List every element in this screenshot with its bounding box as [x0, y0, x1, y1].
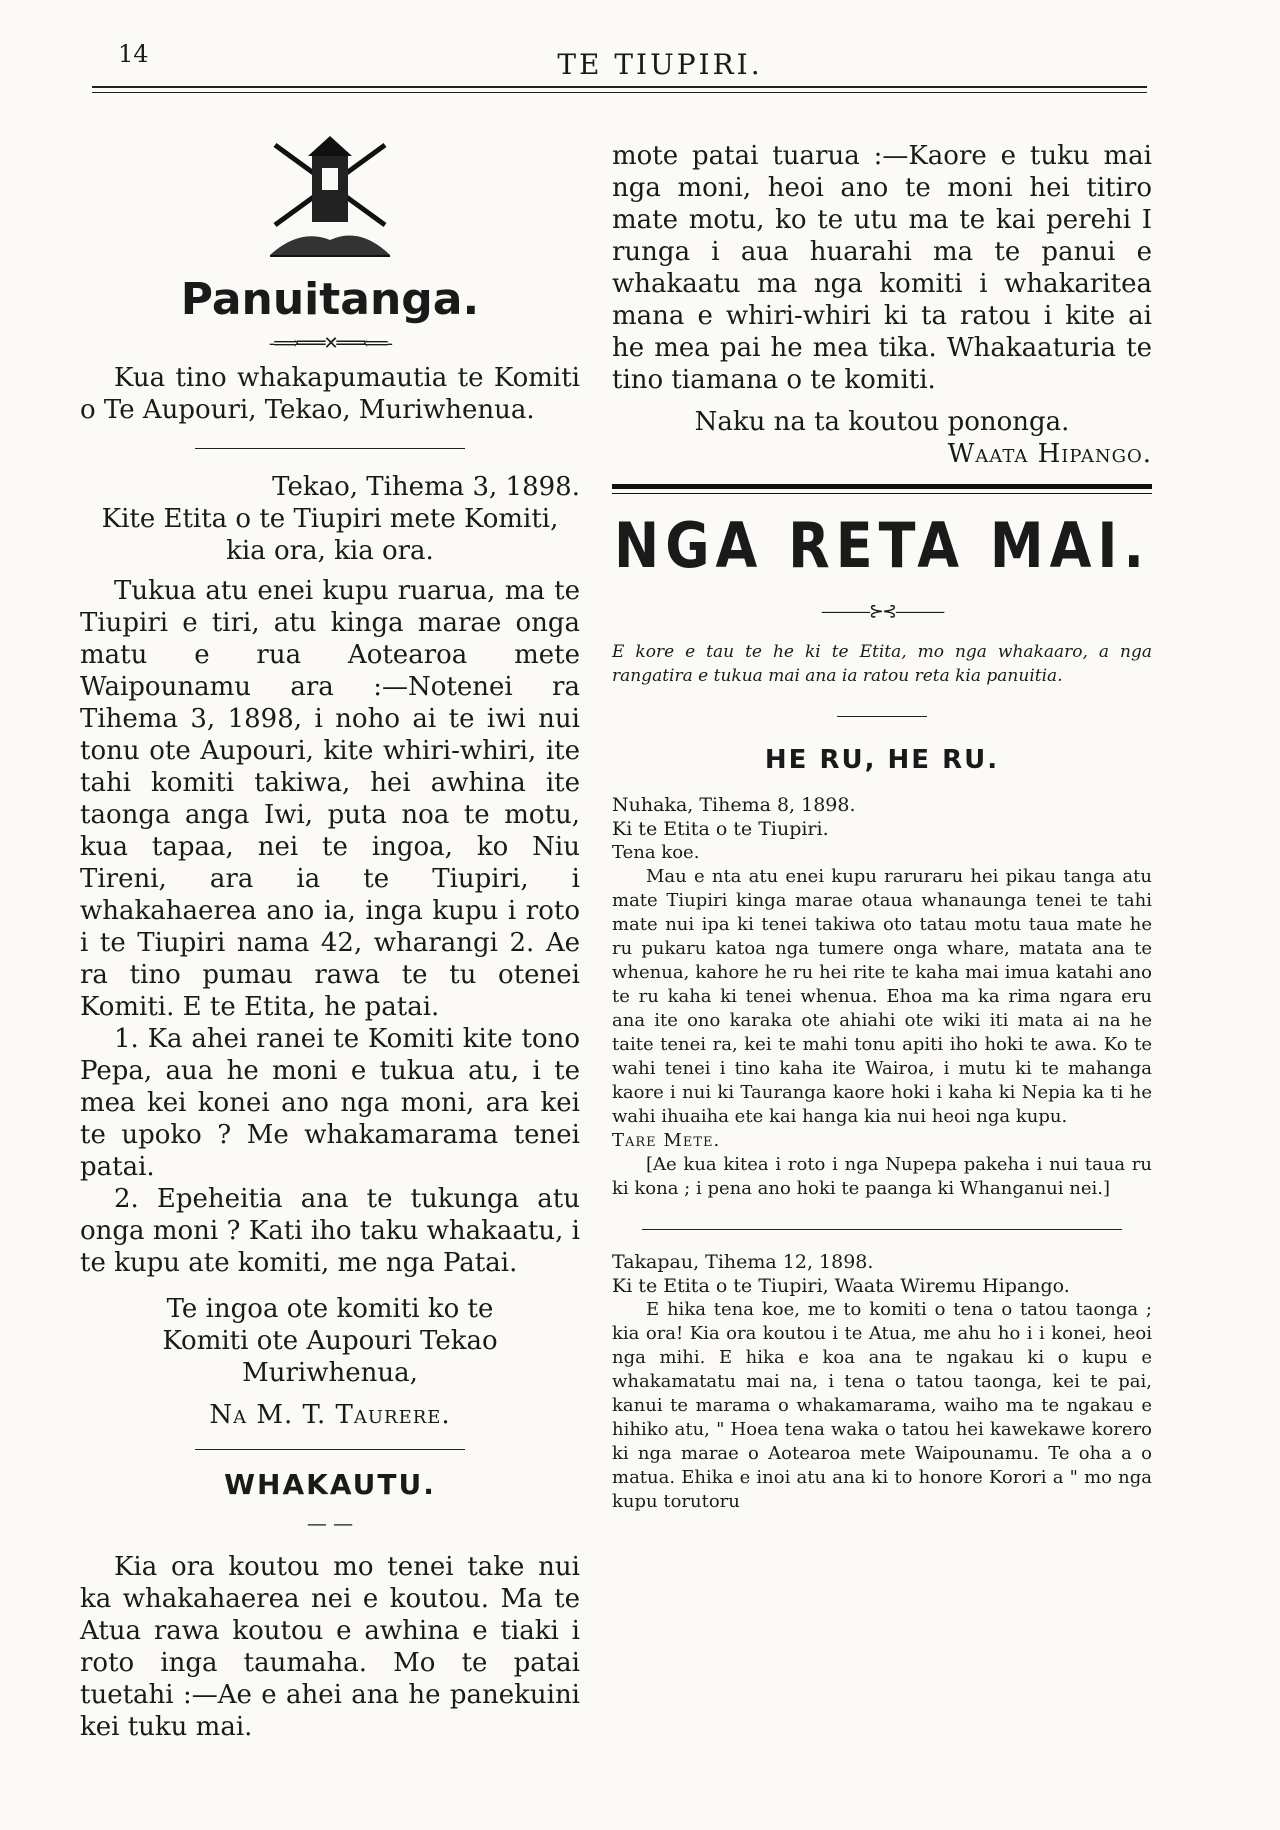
letters-ornament: ———⊱⊰———	[820, 601, 944, 622]
reply-dash: — —	[306, 1511, 354, 1535]
section-rule-thin	[612, 493, 1152, 494]
section-divider-2	[195, 1449, 465, 1450]
section-rule-thick	[612, 484, 1152, 489]
letter1-dateline: Nuhaka, Tihema 8, 1898.	[612, 794, 856, 816]
disclaimer-divider	[837, 716, 927, 717]
letter-greeting: Kite Etita o te Tiupiri mete Komiti,	[101, 504, 559, 534]
letter1-title: HE RU, HE RU.	[764, 745, 1000, 775]
letter-body: Tukua atu enei kupu ruarua, ma te Tiupiri e tiri, atu kinga marae onga matu e rua Aotearoa mete Waipounamu ara :—Notenei ra Tihema 3, 1898, i noho ai te iwi nui tonu ote Aupouri, kite whiri-whiri, ite tahi komiti takiwa, hei awhina ite taonga anga Iwi, puta noa te motu, kua tapaa, nei te ingoa, ko Niu Tireni, ara ia te Tiupiri, i whakahaerea ano ia, inga kupu i roto i te Tiupiri nama 42, wharangi 2. Ae ra tino pumau rawa te tu otenei Komiti. E te Etita, he patai.	[80, 576, 580, 1022]
windmill-illustration	[260, 130, 400, 270]
page-header	[0, 40, 1280, 90]
letter-greeting-2: kia ora, kia ora.	[226, 536, 434, 566]
signature-line-1: Te ingoa ote komiti ko te	[166, 1294, 494, 1324]
letters-heading: NGA RETA MAI.	[614, 509, 1150, 582]
ornament-divider: -⟹═══✕═══⟸-	[269, 333, 391, 354]
announcement-heading: Panuitanga.	[180, 274, 480, 325]
header-rule	[92, 86, 1147, 88]
editor-disclaimer: E kore e tau te he ki te Etita, mo nga whakaaro, a nga rangatira e tukua mai ana ia ratou reta kia panuitia.	[612, 642, 1152, 686]
left-column	[80, 130, 580, 1743]
letter-dateline: Tekao, Tihema 3, 1898.	[272, 472, 580, 502]
reply-paragraph: Kia ora koutou mo tenei take nui ka whakahaerea nei e koutou. Ma te Atua rawa koutou e awhina e tiaki i roto inga taumaha. Mo te patai tuetahi :—Ae e ahei ana he panekuini kei tuku mai.	[80, 1552, 580, 1742]
question-1: 1. Ka ahei ranei te Komiti kite tono Pepa, aua he moni e tukua atu, i te mea kei konei ano nga moni, ara kei te upoko ? Me whakamarama tenei patai.	[80, 1024, 580, 1182]
signature-line-2: Komiti ote Aupouri Tekao Muriwhenua,	[162, 1326, 498, 1388]
reply-heading: WHAKAUTU.	[224, 1468, 436, 1501]
intro-paragraph: Kua tino whakapumautia te Komiti o Te Aupouri, Tekao, Muriwhenua.	[80, 363, 580, 425]
section-divider	[195, 448, 465, 449]
letter1-salutation: Tena koe.	[612, 842, 700, 863]
reply-signer: Waata Hipango.	[947, 439, 1152, 469]
header-rule-thin	[92, 92, 1147, 93]
letter-signer: Na M. T. Taurere.	[209, 1400, 451, 1430]
reply-continuation: mote patai tuarua :—Kaore e tuku mai nga moni, heoi ano te moni hei titiro mate motu, ko te utu ma te kai perehi I runga i aua huarahi ma te panui e whakaatu ma nga komiti i whakaritea mana e whiri-whiri ki ta ratou i kite ai he mea pai he mea tika. Whakaaturia te tino tiamana o te komiti.	[612, 141, 1152, 395]
letter2-recipient: Ki te Etita o te Tiupiri, Waata Wiremu Hipango.	[612, 1275, 1070, 1297]
letter1-body: Mau e nta atu enei kupu raruraru hei pikau tanga atu mate Tiupiri kinga marae otaua whanaunga tenei te tahi mate nui ipa ki tenei takiwa oto tatau motu taua mate he ru pukaru katoa nga tumere onga whare, matata ana te whenua, kahore he ru hei rite te kaha mai imua katahi ano te ru kaha ki tenei whenua. Ehoa ma ka rima ngara eru ana ite ono karaka ote ahiahi ote wiki iti mata ai na he taite tenei ra, kei te mahi tonu apiti iho hoki te awa. Ko te wahi tenei i tino kaha ite Wairoa, i mutu ki te mahanga kaore i nui ki Tauranga kaore hoki i kaha ki Nepia ka ti he wahi ihuaiha ete kai hanga kia nui heoi nga kupu.	[612, 866, 1152, 1127]
question-2: 2. Epeheitia ana te tukunga atu onga moni ? Kati iho taku whakaatu, i te kupu ate komiti, me nga Patai.	[80, 1184, 580, 1278]
letter-divider	[642, 1229, 1122, 1230]
page-number: 14	[118, 40, 149, 68]
publication-title: TE TIUPIRI.	[557, 48, 763, 81]
letter1-signer: Tare Mete.	[612, 1130, 721, 1151]
letter1-recipient: Ki te Etita o te Tiupiri.	[612, 818, 829, 840]
letter2-body: E hika tena koe, me to komiti o tena o tatou taonga ; kia ora! Kia ora koutou i te Atua, me ahu ho i i konei, heoi nga mihi. E hika e koa ana te ngakau ki o kupu e whakamatatu mai na, i tena o tatou taonga, kei te pai, kanui te marama o whakamarama, waiho ma te ngakau e hihiko atu, " Hoea tena waka o tatou hei kawekawe korero ki nga marae o Aotearoa mete Waipounamu. Te oha a o matua. Ehika e inoi atu ana ki to honore Korori a " mo nga kupu torutoru	[612, 1299, 1152, 1512]
reply-closing: Naku na ta koutou pononga.	[694, 407, 1070, 437]
letter2-dateline: Takapau, Tihema 12, 1898.	[612, 1251, 874, 1273]
editor-note: [Ae kua kitea i roto i nga Nupepa pakeha i nui taua ru ki kona ; i pena ano hoki te paanga ki Whanganui nei.]	[612, 1154, 1152, 1199]
right-column	[612, 140, 1152, 1514]
